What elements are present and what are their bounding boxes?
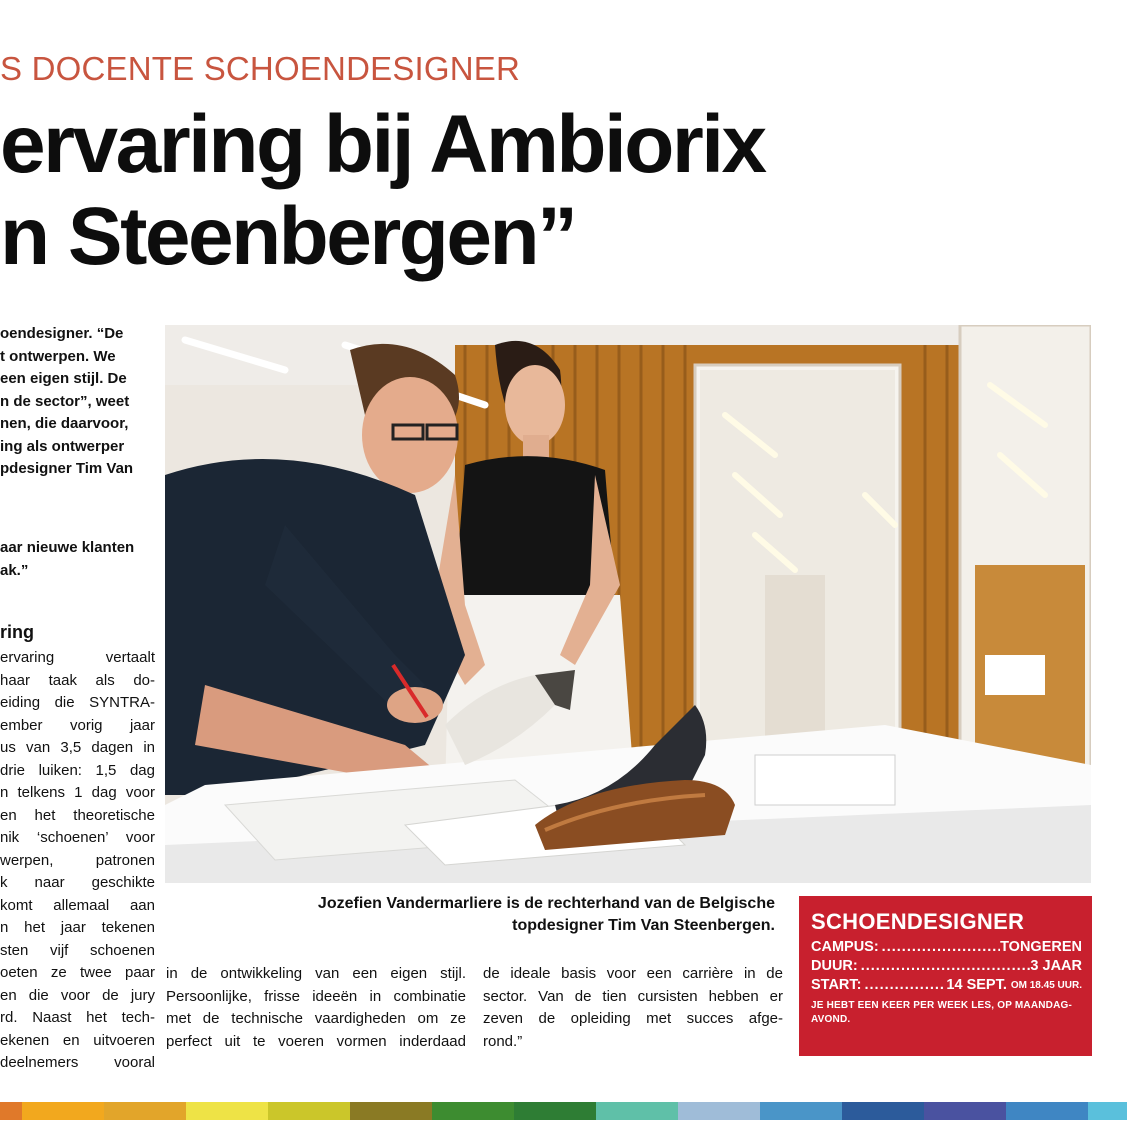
- color-bar-segment: [1088, 1102, 1127, 1120]
- lead-paragraph: [0, 323, 160, 481]
- color-bar-segment: [842, 1102, 924, 1120]
- info-note-line: AVOND.: [811, 1014, 851, 1025]
- info-box-title: SCHOENDESIGNER: [811, 909, 1025, 934]
- body-line: met de technische vaardigheden om ze: [166, 1010, 466, 1027]
- color-bar-segment: [678, 1102, 760, 1120]
- color-bar-segment: [432, 1102, 514, 1120]
- body-line: eiding die SYNTRA-: [0, 694, 155, 711]
- info-note-line: JE HEBT EEN KEER PER WEEK LES, OP MAANDAG-: [811, 1000, 1073, 1011]
- body-line: komt allemaal aan: [0, 896, 155, 914]
- body-line: Persoonlijke, frisse ideeën in combinatie: [166, 987, 466, 1005]
- color-bar-segment: [760, 1102, 842, 1120]
- mirrors: [695, 325, 1091, 785]
- info-box: [799, 896, 1092, 1056]
- headline-line-1: ervaring bij Ambiorix: [0, 99, 765, 190]
- duur-label: DUUR:: [811, 958, 858, 974]
- body-line: n telkens 1 dag voor: [0, 784, 155, 801]
- photo: [165, 325, 1091, 883]
- color-bar-segment: [0, 1102, 22, 1120]
- section-subhead: ring: [0, 622, 34, 642]
- info-row-campus: [811, 938, 1082, 957]
- lead-line: ing als ontwerper: [0, 437, 125, 455]
- caption-line: topdesigner Tim Van Steenbergen.: [512, 917, 775, 934]
- body-column-2: [166, 963, 466, 1053]
- duur-value: 3 JAAR: [1030, 958, 1082, 974]
- leader-dots: [879, 938, 1000, 957]
- kicker: S DOCENTE SCHOENDESIGNER: [0, 50, 521, 87]
- body-line: k naar geschikte: [0, 874, 155, 891]
- body-line: rond.”: [483, 1032, 523, 1050]
- info-row-duur: [811, 957, 1082, 976]
- color-bar-segment: [514, 1102, 596, 1120]
- caption-line: Jozefien Vandermarliere is de rechterhand van de Belgische: [317, 895, 775, 912]
- body-line: drie luiken: 1,5 dag: [0, 761, 155, 779]
- body-line: de ideale basis voor een carrière in de: [483, 965, 783, 982]
- color-bar-segment: [104, 1102, 186, 1120]
- color-bar-segment: [186, 1102, 268, 1120]
- body-line: n het jaar tekenen: [0, 919, 155, 936]
- body-line: werpen, patronen: [0, 851, 155, 869]
- lead-line: n de sector”, weet: [0, 392, 130, 410]
- color-bar-segment: [924, 1102, 1006, 1120]
- start-time: OM 18.45 UUR.: [1010, 980, 1082, 991]
- campus-value: TONGEREN: [1000, 939, 1082, 955]
- lead-quote-line: aar nieuwe klanten: [0, 539, 135, 556]
- body-line: sector. Van de tien cursisten hebben er: [483, 987, 783, 1005]
- body-line: en het theoretische: [0, 806, 155, 824]
- lead-line: oendesigner. “De: [0, 325, 124, 342]
- leader-dots: [861, 976, 946, 995]
- body-line: haar taak als do-: [0, 671, 155, 689]
- body-line: rd. Naast het tech-: [0, 1009, 155, 1026]
- color-bar-segment: [596, 1102, 678, 1120]
- body-line: zeven de opleiding met succes afge-: [483, 1010, 783, 1027]
- body-line: ervaring vertaalt: [0, 649, 155, 666]
- leader-dots: [858, 957, 1031, 976]
- body-line: oeten ze twee paar: [0, 964, 155, 981]
- lead-quote-line: ak.”: [0, 561, 29, 579]
- lead-line: nen, die daarvoor,: [0, 415, 129, 432]
- photo-illustration: [165, 325, 1091, 883]
- campus-label: CAMPUS:: [811, 939, 879, 955]
- color-bar-segment: [268, 1102, 350, 1120]
- color-bar-segment: [1006, 1102, 1088, 1120]
- body-line: sten vijf schoenen: [0, 941, 155, 959]
- body-line: ekenen en uitvoeren: [0, 1031, 155, 1049]
- body-line: in de ontwikkeling van een eigen stijl.: [166, 965, 466, 982]
- body-line: ember vorig jaar: [0, 716, 155, 734]
- body-line: en die voor de jury: [0, 986, 155, 1004]
- body-line: us van 3,5 dagen in: [0, 739, 155, 756]
- start-label: START:: [811, 977, 862, 993]
- color-bar-segment: [350, 1102, 432, 1120]
- body-column-3: [483, 963, 783, 1053]
- lead-line: een eigen stijl. De: [0, 370, 127, 387]
- color-bar: [0, 1102, 1127, 1120]
- lead-quote: [0, 537, 134, 582]
- info-note: [811, 999, 1082, 1027]
- photo-caption: [185, 893, 775, 937]
- body-line: deelnemers vooral: [0, 1054, 155, 1071]
- lead-line: pdesigner Tim Van: [0, 460, 134, 477]
- body-line: nik ‘schoenen’ voor: [0, 829, 155, 846]
- start-value: 14 SEPT.: [946, 977, 1007, 993]
- info-row-start: [811, 976, 1082, 995]
- headline-line-2: n Steenbergen”: [0, 191, 576, 282]
- lead-line: t ontwerpen. We: [0, 347, 116, 365]
- body-line: perfect uit te voeren vormen inderdaad: [166, 1032, 466, 1050]
- color-bar-segment: [22, 1102, 104, 1120]
- body-column-1: [0, 647, 155, 1075]
